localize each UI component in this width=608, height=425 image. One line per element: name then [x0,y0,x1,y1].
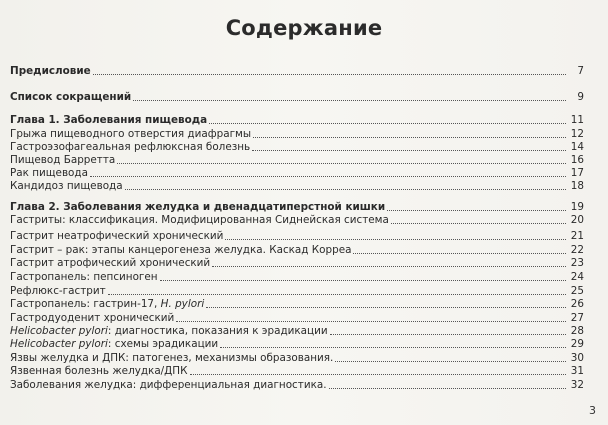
toc-entry[interactable] [10,351,584,365]
toc-entry-title-italic: Helicobacter pylori [10,325,108,337]
dot-leader [329,388,566,389]
toc-entry-title: Предисловие [10,65,91,77]
toc-entry-page: 9 [577,91,584,103]
toc-entry[interactable] [10,378,584,392]
dot-leader [133,100,566,101]
toc-entry-title: Пищевод Барретта [10,154,116,166]
toc-entry-title: Гастрит неатрофический хронический [10,230,224,242]
dot-leader [335,361,566,362]
page-number: 3 [589,404,596,417]
toc-entry[interactable] [10,179,584,193]
dot-leader [90,176,566,177]
toc-entry[interactable] [10,284,584,298]
toc-entry-page: 25 [570,285,584,297]
toc-entry[interactable] [10,256,584,270]
toc-entry[interactable] [10,311,584,325]
dot-leader [330,334,566,335]
toc-entry[interactable] [10,297,584,311]
toc-entry-page: 7 [577,65,584,77]
toc-entry-page: 24 [570,271,584,283]
dot-leader [93,74,566,75]
toc-entry-title: Заболевания желудка: дифференциальная диагностика. [10,379,327,391]
toc-entry-page: 19 [570,201,584,213]
toc-entry[interactable] [10,127,584,141]
dot-leader [176,321,566,322]
toc-entry-title-plain: : схемы эрадикации [107,338,219,350]
toc-entry-title: Гастроэзофагеальная рефлюксная болезнь [10,141,251,153]
dot-leader [206,307,566,308]
toc-chapter[interactable] [10,200,584,214]
toc-entry-title: Кандидоз пищевода [10,180,123,192]
toc-entry[interactable] [10,270,584,284]
toc-entry-title: Грыжа пищеводного отверстия диафрагмы [10,128,252,140]
dot-leader [190,374,567,375]
dot-leader [117,163,566,164]
toc-entry[interactable] [10,213,584,227]
toc-entry-page: 32 [570,379,584,391]
toc-entry-title [10,338,220,351]
dot-leader [108,294,566,295]
toc-entry-title-italic: Helicobacter pylori [10,338,108,350]
toc-entry[interactable] [10,337,584,351]
toc-entry-title-plain: Гастропанель: гастрин-17, [10,298,161,310]
toc-entry[interactable] [10,90,584,104]
toc-entry-title-plain: : диагностика, показания к эрадикации [107,325,328,337]
toc-entry-page: 27 [570,312,584,324]
toc-entry-title: Гастриты: классификация. Модифицированная Сиднейская система [10,214,389,226]
toc-entry-page: 30 [570,352,584,364]
toc-entry-page: 22 [570,244,584,256]
toc-entry-title: Гастродуоденит хронический [10,312,175,324]
toc-entry-page: 20 [570,214,584,226]
page-title: Содержание [225,16,383,40]
toc-entry-title: Язвенная болезнь желудка/ДПК [10,365,188,377]
toc-entry-page: 18 [570,180,584,192]
toc-entry-title: Глава 1. Заболевания пищевода [10,114,208,126]
toc-entry-page: 29 [570,338,584,350]
toc-entry-page: 16 [570,154,584,166]
toc-entry-title: Рефлюкс-гастрит [10,285,106,297]
toc-entry-page: 11 [570,114,584,126]
toc-entry[interactable] [10,364,584,378]
dot-leader [353,253,566,254]
toc-entry[interactable] [10,153,584,167]
dot-leader [391,223,566,224]
toc-entry-title-italic: H. pylori [160,298,205,310]
dot-leader [209,123,566,124]
toc-entry[interactable] [10,140,584,154]
dot-leader [252,150,566,151]
toc-entry-title: Рак пищевода [10,167,88,179]
toc-entry-page: 14 [570,141,584,153]
toc-entry-page: 28 [570,325,584,337]
toc-entry-page: 17 [570,167,584,179]
dot-leader [220,347,566,348]
toc-chapter[interactable] [10,113,584,127]
toc-entry-title: Гастрит атрофический хронический [10,257,211,269]
toc-entry[interactable] [10,324,584,338]
dot-leader [125,189,566,190]
toc-entry-title: Гастропанель: пепсиноген [10,271,158,283]
dot-leader [253,137,566,138]
toc-entry-page: 31 [570,365,584,377]
toc-entry-title: Глава 2. Заболевания желудка и двенадцатиперстной кишки [10,201,386,213]
dot-leader [225,239,566,240]
toc-entry[interactable] [10,243,584,257]
toc-entry[interactable] [10,166,584,180]
toc-entry[interactable] [10,229,584,243]
toc-entry-title: Список сокращений [10,91,132,103]
toc-entry-title: Язвы желудка и ДПК: патогенез, механизмы образования. [10,352,334,364]
toc-entry-title: Гастрит – рак: этапы канцерогенеза желудка. Каскад Корреа [10,244,352,256]
dot-leader [212,266,566,267]
dot-leader [160,280,566,281]
toc-entry-page: 21 [570,230,584,242]
dot-leader [387,210,566,211]
toc-entry-title [10,298,206,311]
toc-entry-page: 23 [570,257,584,269]
toc-entry[interactable] [10,64,584,78]
toc-entry-page: 12 [570,128,584,140]
toc-entry-page: 26 [570,298,584,310]
